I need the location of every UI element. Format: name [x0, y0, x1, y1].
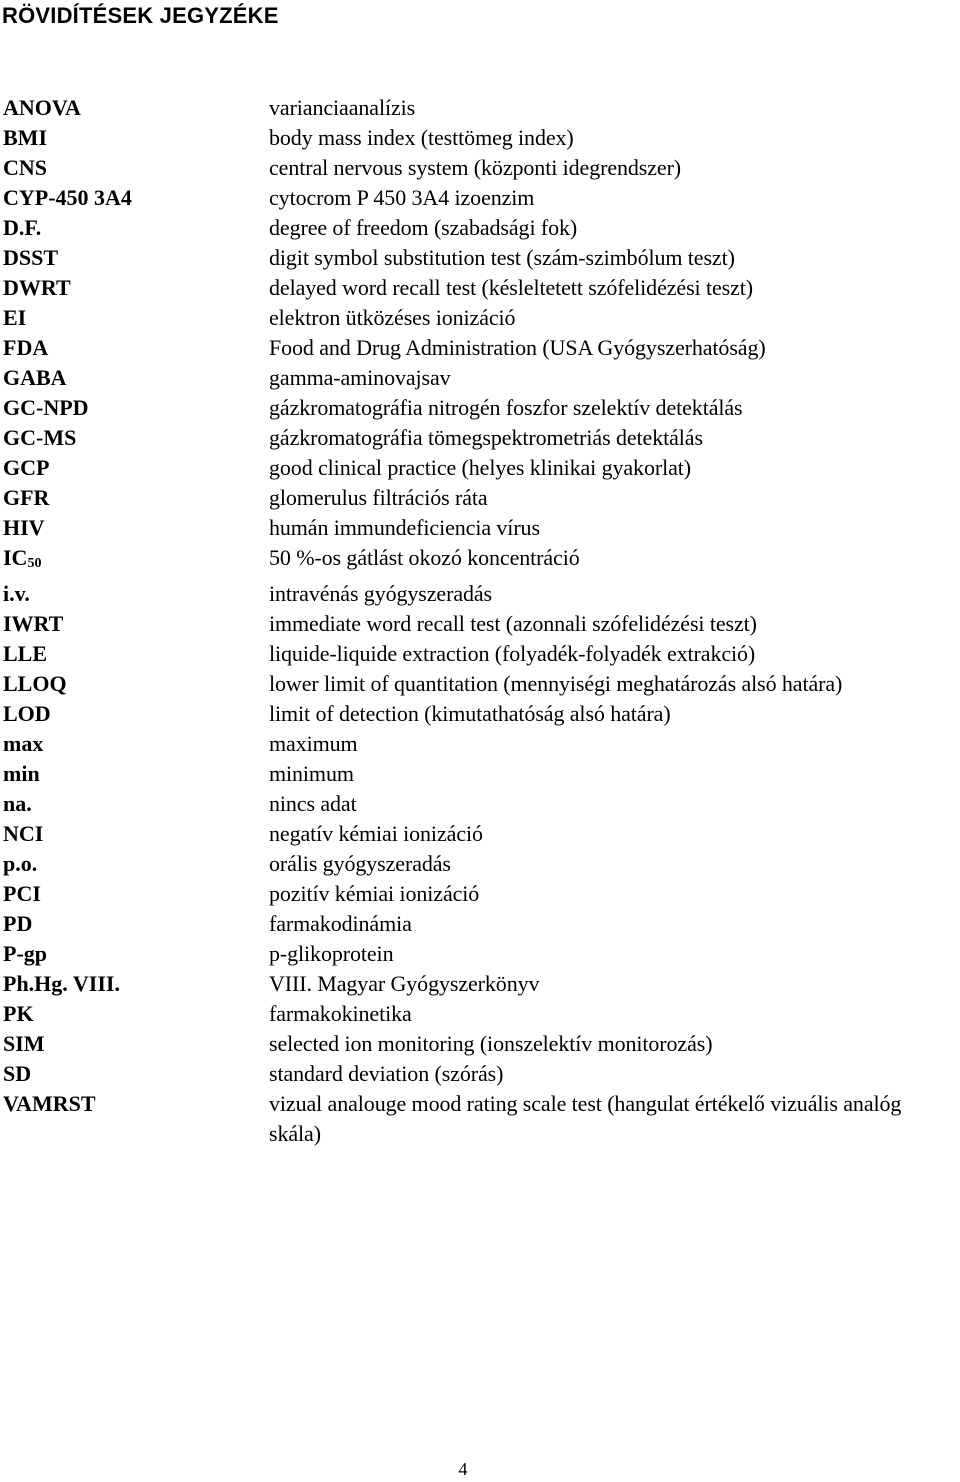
- abbreviation-term-text: IC: [3, 545, 28, 570]
- abbreviation-term: [0, 969, 269, 999]
- abbreviation-definition: gázkromatográfia tömegspektrometriás detektálás: [269, 425, 703, 450]
- abbreviation-term: [0, 513, 269, 543]
- abbreviation-term-text: NCI: [3, 821, 44, 846]
- abbreviation-definition: body mass index (testtömeg index): [269, 125, 574, 150]
- abbreviation-term-text: FDA: [3, 335, 49, 360]
- abbreviation-term-text: LLOQ: [3, 671, 67, 696]
- abbreviation-term: [0, 363, 269, 393]
- abbreviation-term-text: min: [3, 761, 40, 786]
- abbreviation-term-text: ANOVA: [3, 95, 81, 120]
- abbreviation-term-text: GCP: [3, 455, 50, 480]
- abbreviation-definition: farmakokinetika: [269, 1001, 412, 1026]
- abbreviation-term-text: SD: [3, 1061, 32, 1086]
- abbreviation-row: [0, 669, 960, 699]
- abbreviation-term: [0, 639, 269, 669]
- abbreviation-term-text: SIM: [3, 1031, 45, 1056]
- abbreviation-definition: orális gyógyszeradás: [269, 851, 451, 876]
- abbreviation-term-text: Ph.Hg. VIII.: [3, 971, 120, 996]
- abbreviation-row: [0, 609, 960, 639]
- abbreviation-term: [0, 153, 269, 183]
- abbreviation-definition: 50 %-os gátlást okozó koncentráció: [269, 545, 580, 570]
- abbreviation-term-text: IWRT: [3, 611, 64, 636]
- abbreviation-term-text: PD: [3, 911, 33, 936]
- abbreviation-term-text: p.o.: [3, 851, 38, 876]
- abbreviation-term: [0, 123, 269, 153]
- abbreviation-term-text: P-gp: [3, 941, 47, 966]
- abbreviation-definition: delayed word recall test (késleltetett szófelidézési teszt): [269, 275, 753, 300]
- abbreviation-term: [0, 423, 269, 453]
- abbreviation-row: [0, 123, 960, 153]
- abbreviation-term: [0, 1029, 269, 1059]
- abbreviation-term-text: max: [3, 731, 44, 756]
- abbreviation-term-text: HIV: [3, 515, 45, 540]
- abbreviation-term: [0, 183, 269, 213]
- abbreviation-definition: negatív kémiai ionizáció: [269, 821, 483, 846]
- abbreviation-definition: liquide-liquide extraction (folyadék-folyadék extrakció): [269, 641, 756, 666]
- abbreviation-term-text: GC-MS: [3, 425, 77, 450]
- abbreviation-row: [0, 639, 960, 669]
- abbreviation-row: [0, 909, 960, 939]
- abbreviation-definition: VIII. Magyar Gyógyszerkönyv: [269, 971, 540, 996]
- abbreviation-term: [0, 213, 269, 243]
- abbreviation-term: [0, 543, 269, 579]
- abbreviation-term-text: na.: [3, 791, 32, 816]
- abbreviation-term: [0, 333, 269, 363]
- abbreviation-term: [0, 243, 269, 273]
- abbreviation-row: [0, 483, 960, 513]
- abbreviation-row: [0, 423, 960, 453]
- abbreviation-definition: gázkromatográfia nitrogén foszfor szelektív detektálás: [269, 395, 743, 420]
- abbreviation-term: [0, 939, 269, 969]
- abbreviation-definition: degree of freedom (szabadsági fok): [269, 215, 578, 240]
- abbreviation-term: [0, 393, 269, 423]
- abbreviation-row: [0, 759, 960, 789]
- abbreviation-definition: nincs adat: [269, 791, 357, 816]
- abbreviation-term-text: VAMRST: [3, 1091, 96, 1116]
- abbreviation-definition: p-glikoprotein: [269, 941, 394, 966]
- abbreviation-term-text: LLE: [3, 641, 48, 666]
- abbreviation-row: [0, 93, 960, 123]
- abbreviation-definition: limit of detection (kimutathatóság alsó határa): [269, 701, 671, 726]
- abbreviation-term-text: DWRT: [3, 275, 71, 300]
- abbreviation-definition: vizual analouge mood rating scale test (hangulat értékelő vizuális analóg skála): [269, 1091, 902, 1146]
- abbreviation-term-text: EI: [3, 305, 27, 330]
- abbreviation-row: [0, 333, 960, 363]
- abbreviation-definition: intravénás gyógyszeradás: [269, 581, 493, 606]
- abbreviation-definition: immediate word recall test (azonnali szófelidézési teszt): [269, 611, 757, 636]
- abbreviation-row: [0, 453, 960, 483]
- abbreviation-definition: selected ion monitoring (ionszelektív monitorozás): [269, 1031, 713, 1056]
- abbreviation-row: [0, 1059, 960, 1089]
- abbreviation-term: [0, 609, 269, 639]
- page-number: 4: [458, 1459, 468, 1479]
- abbreviation-term-text: D.F.: [3, 215, 42, 240]
- abbreviation-row: [0, 1089, 960, 1149]
- abbreviation-term: [0, 879, 269, 909]
- abbreviation-row: [0, 303, 960, 333]
- abbreviation-subscript: 50: [27, 556, 42, 571]
- abbreviation-term: [0, 273, 269, 303]
- abbreviation-row: [0, 1029, 960, 1059]
- abbreviation-definition: gamma-aminovajsav: [269, 365, 451, 390]
- abbreviation-definition: farmakodinámia: [269, 911, 412, 936]
- abbreviation-term: [0, 909, 269, 939]
- abbreviation-term-text: GFR: [3, 485, 50, 510]
- abbreviation-definition: Food and Drug Administration (USA Gyógyszerhatóság): [269, 335, 766, 360]
- abbreviation-row: [0, 213, 960, 243]
- abbreviation-definition: central nervous system (központi idegrendszer): [269, 155, 682, 180]
- abbreviation-term: [0, 579, 269, 609]
- abbreviation-definition: lower limit of quantitation (mennyiségi meghatározás alsó határa): [269, 671, 843, 696]
- abbreviation-term-text: i.v.: [3, 581, 30, 606]
- abbreviation-row: [0, 273, 960, 303]
- abbreviation-definition: minimum: [269, 761, 354, 786]
- abbreviation-row: [0, 513, 960, 543]
- abbreviation-definition: varianciaanalízis: [269, 95, 416, 120]
- abbreviation-row: [0, 849, 960, 879]
- abbreviation-row: [0, 879, 960, 909]
- abbreviation-row: [0, 789, 960, 819]
- abbreviation-term-text: GABA: [3, 365, 67, 390]
- abbreviation-definition: cytocrom P 450 3A4 izoenzim: [269, 185, 535, 210]
- abbreviation-term: [0, 1089, 269, 1149]
- abbreviation-term-text: LOD: [3, 701, 51, 726]
- abbreviation-term: [0, 789, 269, 819]
- abbreviation-definition: elektron ütközéses ionizáció: [269, 305, 516, 330]
- abbreviation-row: [0, 579, 960, 609]
- abbreviation-row: [0, 183, 960, 213]
- abbreviation-term: [0, 483, 269, 513]
- abbreviation-row: [0, 243, 960, 273]
- abbreviation-term: [0, 729, 269, 759]
- abbreviation-term: [0, 849, 269, 879]
- abbreviation-list: [0, 93, 960, 1149]
- abbreviation-row: [0, 969, 960, 999]
- abbreviation-term: [0, 303, 269, 333]
- abbreviation-term: [0, 93, 269, 123]
- abbreviation-term: [0, 453, 269, 483]
- abbreviation-row: [0, 543, 960, 579]
- abbreviation-term-text: CNS: [3, 155, 48, 180]
- abbreviation-row: [0, 363, 960, 393]
- abbreviation-term-text: BMI: [3, 125, 47, 150]
- abbreviation-row: [0, 729, 960, 759]
- abbreviation-term-text: CYP-450 3A4: [3, 185, 132, 210]
- abbreviation-definition: maximum: [269, 731, 358, 756]
- abbreviation-term-text: DSST: [3, 245, 59, 270]
- abbreviation-row: [0, 999, 960, 1029]
- abbreviation-definition: glomerulus filtrációs ráta: [269, 485, 488, 510]
- abbreviation-definition: standard deviation (szórás): [269, 1061, 504, 1086]
- abbreviation-term-text: PCI: [3, 881, 41, 906]
- abbreviation-term-text: PK: [3, 1001, 34, 1026]
- abbreviation-definition: humán immundeficiencia vírus: [269, 515, 540, 540]
- abbreviation-row: [0, 699, 960, 729]
- page-heading: RÖVIDÍTÉSEK JEGYZÉKE: [2, 3, 279, 28]
- abbreviation-term: [0, 699, 269, 729]
- abbreviation-definition: good clinical practice (helyes klinikai gyakorlat): [269, 455, 692, 480]
- abbreviation-term: [0, 999, 269, 1029]
- abbreviation-row: [0, 393, 960, 423]
- abbreviation-row: [0, 819, 960, 849]
- abbreviation-term: [0, 819, 269, 849]
- abbreviation-row: [0, 939, 960, 969]
- abbreviation-row: [0, 153, 960, 183]
- abbreviation-term: [0, 759, 269, 789]
- abbreviation-term-text: GC-NPD: [3, 395, 89, 420]
- abbreviation-definition: pozitív kémiai ionizáció: [269, 881, 480, 906]
- abbreviation-definition: digit symbol substitution test (szám-szimbólum teszt): [269, 245, 735, 270]
- abbreviation-term: [0, 669, 269, 699]
- abbreviation-term: [0, 1059, 269, 1089]
